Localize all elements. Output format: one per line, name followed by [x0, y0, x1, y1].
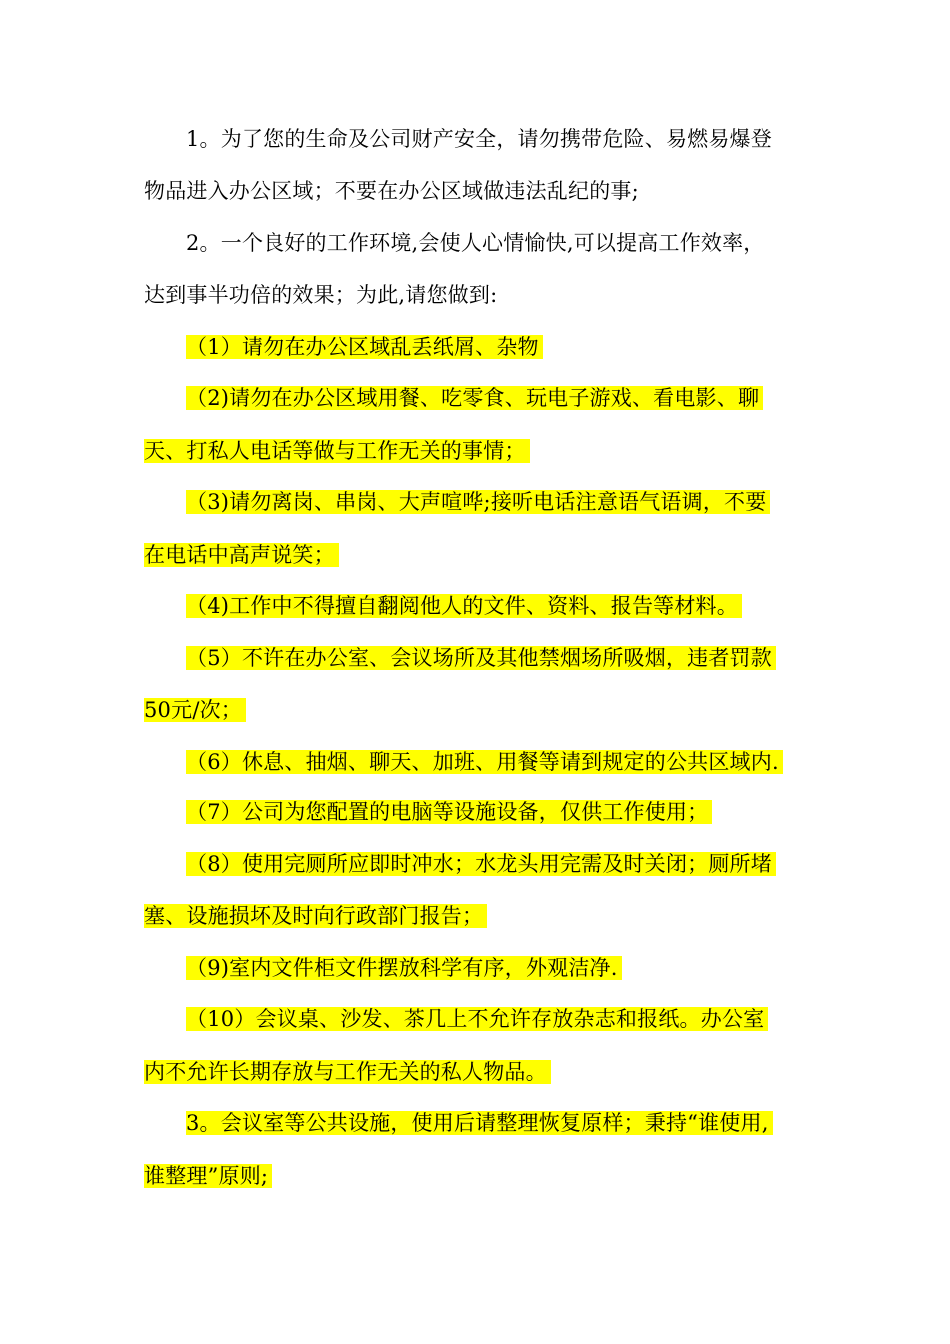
highlighted-text: 谁整理”原则;: [144, 1164, 272, 1188]
highlighted-text: （4)工作中不得擅自翻阅他人的文件、资料、报告等材料。: [186, 594, 742, 618]
highlighted-text: 在电话中高声说笑；: [144, 543, 339, 567]
highlighted-text: （9)室内文件柜文件摆放科学有序，外观洁净.: [186, 956, 622, 980]
highlighted-text: 天、打私人电话等做与工作无关的事情；: [144, 439, 530, 463]
rule-item-4-line-1: [186, 589, 856, 623]
highlighted-text: （5）不许在办公室、会议场所及其他禁烟场所吸烟，违者罚款: [186, 646, 776, 670]
rule-item-8-line-1: [186, 847, 856, 881]
rule-item-2-line-1: [186, 381, 856, 415]
highlighted-text: （7）公司为您配置的电脑等设施设备，仅供工作使用；: [186, 800, 712, 824]
text-run: 2。一个良好的工作环境,会使人心情愉快,可以提高工作效率，: [186, 231, 765, 255]
rule-item-3-line-2: [144, 538, 814, 572]
rule-item-7-line-1: [186, 795, 856, 829]
paragraph-2-line-2: [144, 278, 814, 312]
highlighted-text: （2)请勿在办公区域用餐、吃零食、玩电子游戏、看电影、聊: [186, 386, 763, 410]
text-run: 1。为了您的生命及公司财产安全，请勿携带危险、易燃易爆登: [186, 127, 772, 151]
highlighted-text: （8）使用完厕所应即时冲水；水龙头用完需及时关闭；厕所堵: [186, 852, 776, 876]
rule-item-10-line-1: [186, 1002, 856, 1036]
highlighted-text: （1）请勿在办公区域乱丢纸屑、杂物: [186, 335, 543, 359]
paragraph-2-line-1: [186, 226, 856, 260]
rule-item-3-line-1: [186, 485, 856, 519]
highlighted-text: 50元/次；: [144, 698, 246, 722]
highlighted-text: 3。会议室等公共设施，使用后请整理恢复原样；秉持“谁使用,: [186, 1111, 773, 1135]
paragraph-3-line-2: [144, 1159, 814, 1193]
rule-item-10-line-2: [144, 1055, 814, 1089]
highlighted-text: 塞、设施损坏及时向行政部门报告；: [144, 904, 487, 928]
rule-item-9-line-1: [186, 951, 856, 985]
highlighted-text: 内不允许长期存放与工作无关的私人物品。: [144, 1060, 551, 1084]
highlighted-text: （6）休息、抽烟、聊天、加班、用餐等请到规定的公共区域内.: [186, 750, 783, 774]
highlighted-text: （3)请勿离岗、串岗、大声喧哗;接听电话注意语气语调，不要: [186, 490, 770, 514]
rule-item-1-line-1: [186, 330, 856, 364]
rule-item-2-line-2: [144, 434, 814, 468]
highlighted-text: （10）会议桌、沙发、茶几上不允许存放杂志和报纸。办公室: [186, 1007, 768, 1031]
rule-item-5-line-2: [144, 693, 814, 727]
rule-item-8-line-2: [144, 899, 814, 933]
rule-item-5-line-1: [186, 641, 856, 675]
text-run: 达到事半功倍的效果；为此,请您做到:: [144, 283, 498, 307]
paragraph-1-line-1: [186, 122, 856, 156]
rule-item-6-line-1: [186, 745, 856, 779]
paragraph-3-line-1: [186, 1106, 856, 1140]
text-run: 物品进入办公区域；不要在办公区域做违法乱纪的事;: [144, 179, 639, 203]
paragraph-1-line-2: [144, 174, 814, 208]
